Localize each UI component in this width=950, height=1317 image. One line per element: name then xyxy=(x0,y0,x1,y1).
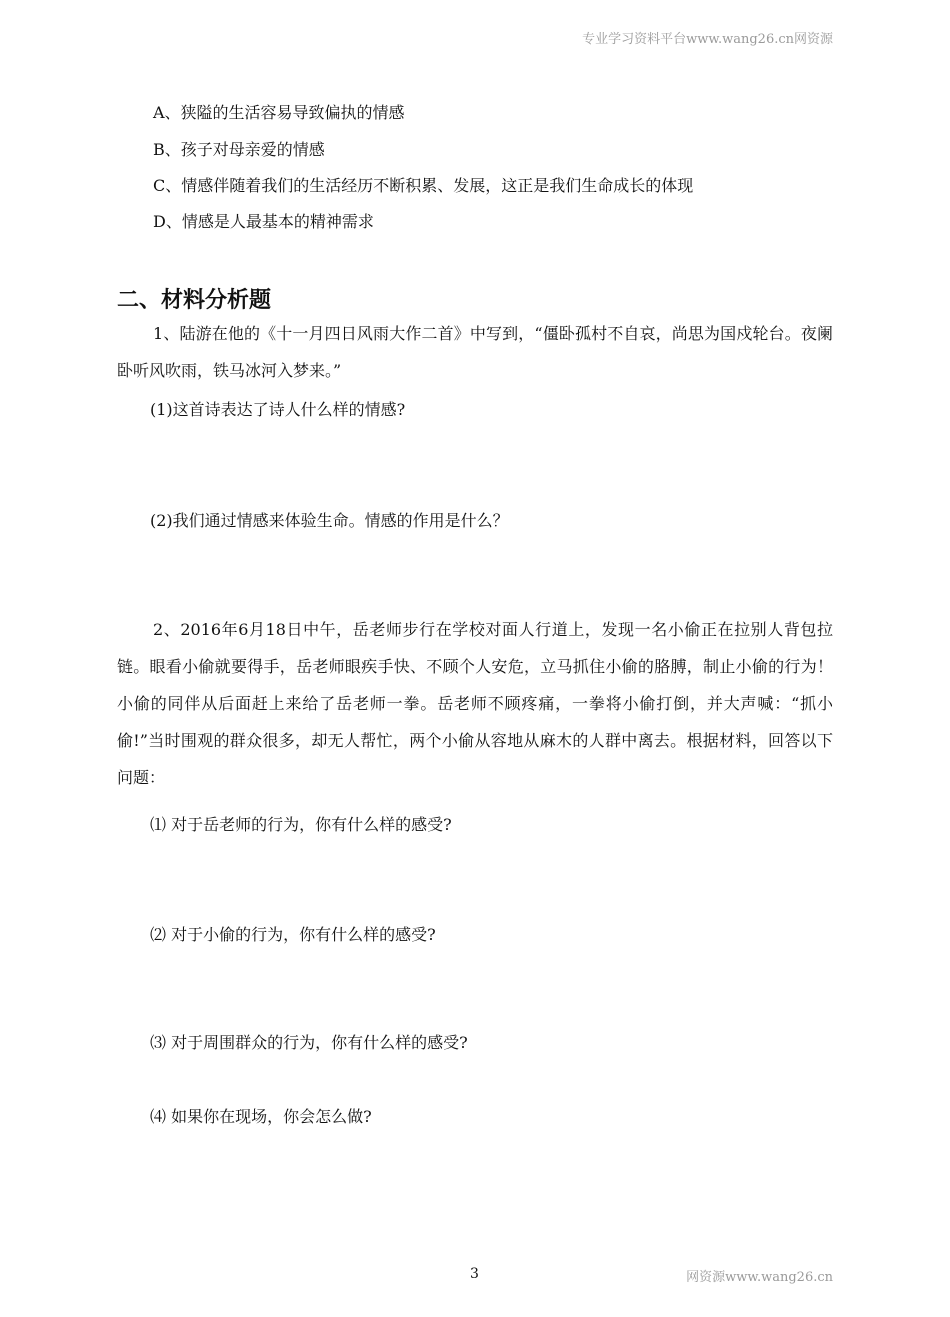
section-title: 二、材料分析题 xyxy=(117,288,272,313)
material-2-question-3: ⑶ 对于周围群众的行为，你有什么样的感受? xyxy=(150,1033,468,1052)
material-2-question-2: ⑵ 对于小偷的行为，你有什么样的感受? xyxy=(150,925,436,944)
option-c: C、情感伴随着我们的生活经历不断积累、发展，这正是我们生命成长的体现 xyxy=(153,176,694,195)
option-b: B、孩子对母亲爱的情感 xyxy=(153,140,325,159)
material-1-question-1: (1)这首诗表达了诗人什么样的情感? xyxy=(150,400,406,419)
page-number: 3 xyxy=(470,1266,479,1282)
header-source-note: 专业学习资料平台www.wang26.cn网资源 xyxy=(582,32,833,47)
material-2-question-1: ⑴ 对于岳老师的行为，你有什么样的感受? xyxy=(150,815,452,834)
footer-source-note: 网资源www.wang26.cn xyxy=(686,1270,833,1285)
material-2-text: 2、2016年6月18日中午，岳老师步行在学校对面人行道上，发现一名小偷正在拉别人背包拉链。眼看小偷就要得手，岳老师眼疾手快、不顾个人安危，立马抓住小偷的胳膊，制止小偷的行为！小偷的同伴从后面赶上来给了岳老师一拳。岳老师不顾疼痛，一拳将小偷打倒，并大声喊：“抓小偷!”当时围观的群众很多，却无人帮忙，两个小偷从容地从麻木的人群中离去。根据材料，回答以下问题： xyxy=(117,620,833,787)
option-d: D、情感是人最基本的精神需求 xyxy=(153,212,374,231)
option-a: A、狭隘的生活容易导致偏执的情感 xyxy=(153,103,405,122)
material-1-text: 1、陆游在他的《十一月四日风雨大作二首》中写到，“僵卧孤村不自哀，尚思为国戍轮台。夜阑卧听风吹雨，铁马冰河入梦来。” xyxy=(117,324,833,380)
material-1-question-2: (2)我们通过情感来体验生命。情感的作用是什么？ xyxy=(150,511,509,530)
material-2-question-4: ⑷ 如果你在现场，你会怎么做? xyxy=(150,1107,372,1126)
